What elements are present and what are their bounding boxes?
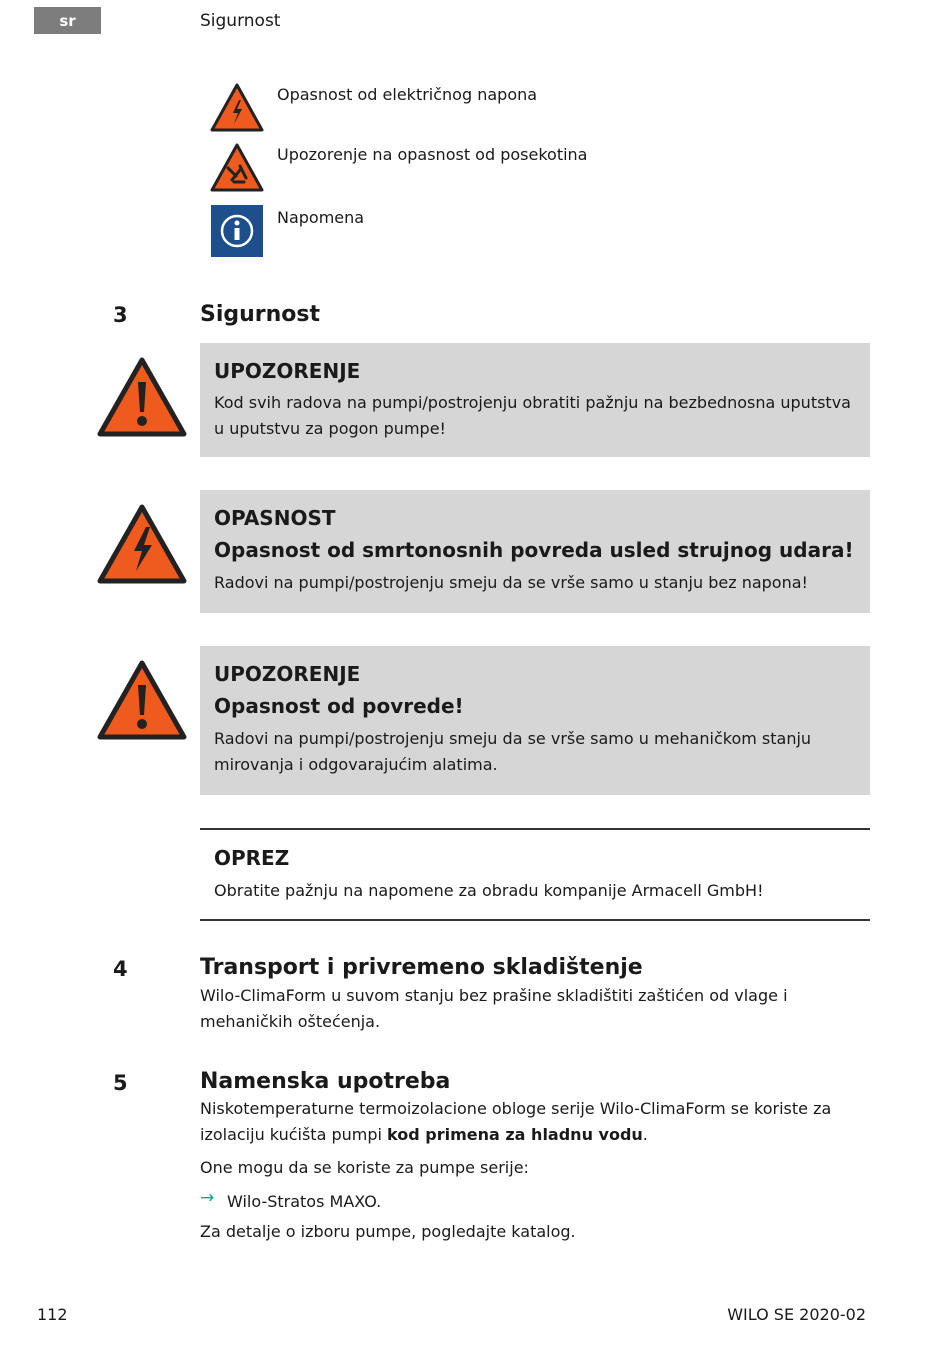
cut-hazard-icon <box>210 142 264 194</box>
section-title: Transport i privremeno skladištenje <box>200 955 643 980</box>
warning-text: Kod svih radova na pumpi/postrojenju obratiti pažnju na bezbednosna uputstva u uputstvu za pogon pumpe! <box>214 393 851 438</box>
legend-item-info <box>210 205 364 257</box>
section-title: Namenska upotreba <box>200 1069 451 1094</box>
paragraph-emphasis: kod primena za hladnu vodu <box>387 1125 643 1144</box>
legend-label: Opasnost od električnog napona <box>277 85 538 104</box>
legend-item-electric <box>210 82 537 134</box>
publisher-label: WILO SE 2020-02 <box>727 1305 866 1324</box>
signal-word: OPASNOST <box>214 506 336 530</box>
section-number: 3 <box>113 303 128 327</box>
section-number: 5 <box>113 1071 128 1095</box>
electric-warning-icon <box>96 503 188 585</box>
caution-box <box>200 828 870 921</box>
paragraph-text: Niskotemperaturne termoizolacione obloge serije Wilo-ClimaForm se koriste za izolaciju kućišta pumpi <box>200 1099 832 1144</box>
section-number: 4 <box>113 957 128 981</box>
legend-item-cut <box>210 142 587 194</box>
legend-label: Napomena <box>277 208 365 227</box>
list-item: Wilo-Stratos MAXO. <box>227 1192 382 1211</box>
section-paragraph: One mogu da se koriste za pumpe serije: <box>200 1158 529 1177</box>
danger-box <box>200 490 870 613</box>
warning-text: Radovi na pumpi/postrojenju smeju da se vrše samo u mehaničkom stanju mirovanja i odgovarajućim alatima. <box>214 729 812 774</box>
section-paragraph: Za detalje o izboru pumpe, pogledajte katalog. <box>200 1222 576 1241</box>
signal-word: UPOZORENJE <box>214 359 361 383</box>
danger-text: Radovi na pumpi/postrojenju smeju da se vrše samo u stanju bez napona! <box>214 573 808 592</box>
language-tab: sr <box>34 7 101 34</box>
danger-heading: Opasnost od smrtonosnih povreda usled strujnog udara! <box>214 538 854 562</box>
general-warning-icon <box>96 356 188 438</box>
general-warning-icon <box>96 659 188 741</box>
warning-heading: Opasnost od povrede! <box>214 694 464 718</box>
page-number: 112 <box>37 1305 68 1324</box>
section-paragraph <box>200 1096 880 1148</box>
legend-label: Upozorenje na opasnost od posekotina <box>277 145 588 164</box>
header-title: Sigurnost <box>200 11 281 31</box>
electric-warning-icon <box>210 82 264 134</box>
signal-word: OPREZ <box>214 846 290 870</box>
caution-text: Obratite pažnju na napomene za obradu kompanije Armacell GmbH! <box>214 881 764 900</box>
warning-box <box>200 343 870 457</box>
info-icon <box>210 205 264 257</box>
arrow-right-icon: → <box>200 1188 215 1208</box>
warning-box <box>200 646 870 795</box>
section-paragraph: Wilo-ClimaForm u suvom stanju bez prašine skladištiti zaštićen od vlage i mehaničkih oštećenja. <box>200 986 788 1031</box>
paragraph-text: . <box>642 1125 648 1144</box>
signal-word: UPOZORENJE <box>214 662 361 686</box>
section-title: Sigurnost <box>200 302 321 327</box>
